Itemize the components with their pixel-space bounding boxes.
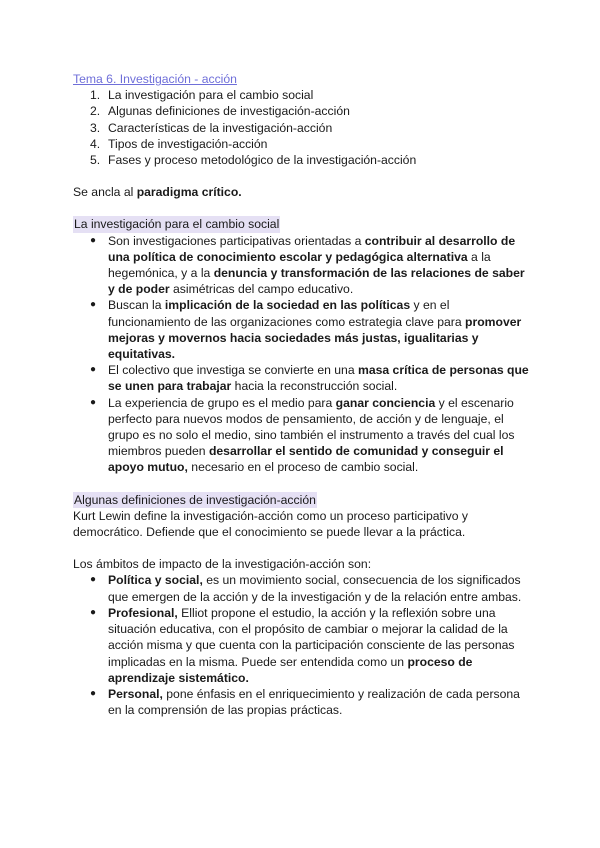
list-item [73, 233, 533, 298]
toc-item: 3. Características de la investigación-acción [90, 120, 333, 135]
bullet-icon: ● [90, 299, 97, 311]
paradigm-statement: Se ancla al paradigma crítico. [73, 185, 242, 200]
text: necesario en el proceso de cambio social. [187, 460, 419, 475]
lewin-paragraph: Kurt Lewin define la investigación-acción como un proceso participativo y democrático. Defiende que el conocimiento se puede llevar a la práctica. [73, 508, 468, 540]
list-item [73, 362, 533, 394]
section-heading-definiciones: Algunas definiciones de investigación-acción [74, 492, 316, 507]
list-item [73, 686, 533, 718]
text: y el escenario perfecto para nuevos modos de pensamiento, de acción y de lenguaje, el grupo es no solo el medio, sino también el instrumento a través del cual los miembros pueden [108, 395, 515, 459]
bullet-list-cambio-social [73, 233, 533, 476]
document-content [73, 71, 533, 718]
bold-text: proceso de aprendizaje sistemático. [108, 654, 473, 685]
text: Son investigaciones participativas orientadas a [108, 233, 365, 248]
section-heading-cambio-social: La investigación para el cambio social [74, 217, 280, 232]
list-item [73, 605, 533, 686]
document-title[interactable]: Tema 6. Investigación - acción [73, 72, 237, 86]
text: es un movimiento social, consecuencia de los significados que emergen de la acción y de la investigación y de la relación entre ambas. [108, 573, 522, 604]
list-item [73, 297, 533, 362]
bullet-icon: ● [90, 606, 97, 618]
text: El colectivo que investiga se convierte en una [108, 363, 358, 378]
bullet-icon: ● [90, 574, 97, 586]
bullet-icon: ● [90, 234, 97, 246]
bold-text: ganar conciencia [335, 395, 436, 410]
bold-text: implicación de la sociedad en las políticas [164, 298, 411, 313]
bold-text: desarrollar el sentido de comunidad y conseguir el apoyo mutuo, [108, 444, 504, 475]
bullet-list-ambitos [73, 572, 533, 718]
text: y en el funcionamiento de las organizaciones como estrategia clave para [108, 298, 466, 329]
bold-text: contribuir al desarrollo de una política de conocimiento escolar y pedagógica alternativa [108, 233, 516, 264]
bold-text: masa crítica de personas que se unen para trabajar [108, 363, 529, 394]
bullet-icon: ● [90, 687, 97, 699]
bold-text: Profesional, [108, 605, 178, 620]
list-item [73, 395, 533, 476]
text: La experiencia de grupo es el medio para [108, 395, 336, 410]
bullet-icon: ● [90, 396, 97, 408]
ambitos-intro: Los ámbitos de impacto de la investigación-acción son: [73, 557, 372, 572]
text: pone énfasis en el enriquecimiento y realización de cada persona en la comprensión de las propias prácticas. [108, 686, 520, 718]
text: Elliot propone el estudio, la acción y la reflexión sobre una situación educativa, con el propósito de cambiar o mejorar la calidad de la acción misma y que cuenta con la participación consciente de las personas implicadas en la misma. Puede ser entendida como un [108, 605, 515, 669]
toc-item: 5. Fases y proceso metodológico de la investigación-acción [90, 153, 417, 168]
bullet-icon: ● [90, 364, 97, 376]
text: asimétricas del campo educativo. [169, 282, 354, 297]
bold-text: Política y social, [108, 573, 203, 588]
text: a la hegemónica, y a la [108, 249, 491, 281]
table-of-contents [73, 87, 533, 168]
text: hacia la reconstrucción social. [231, 379, 398, 394]
toc-item: 2. Algunas definiciones de investigación-acción [90, 104, 350, 119]
toc-item: 1. La investigación para el cambio social [90, 88, 314, 103]
bold-text: promover mejoras y movernos hacia sociedades más justas, igualitarias y equitativas. [108, 314, 522, 362]
text: Buscan la [108, 298, 165, 313]
toc-item: 4. Tipos de investigación-acción [90, 136, 268, 151]
bold-text: denuncia y transformación de las relaciones de saber y de poder [108, 266, 525, 297]
bold-text: Personal, [108, 686, 163, 701]
list-item [73, 572, 533, 604]
